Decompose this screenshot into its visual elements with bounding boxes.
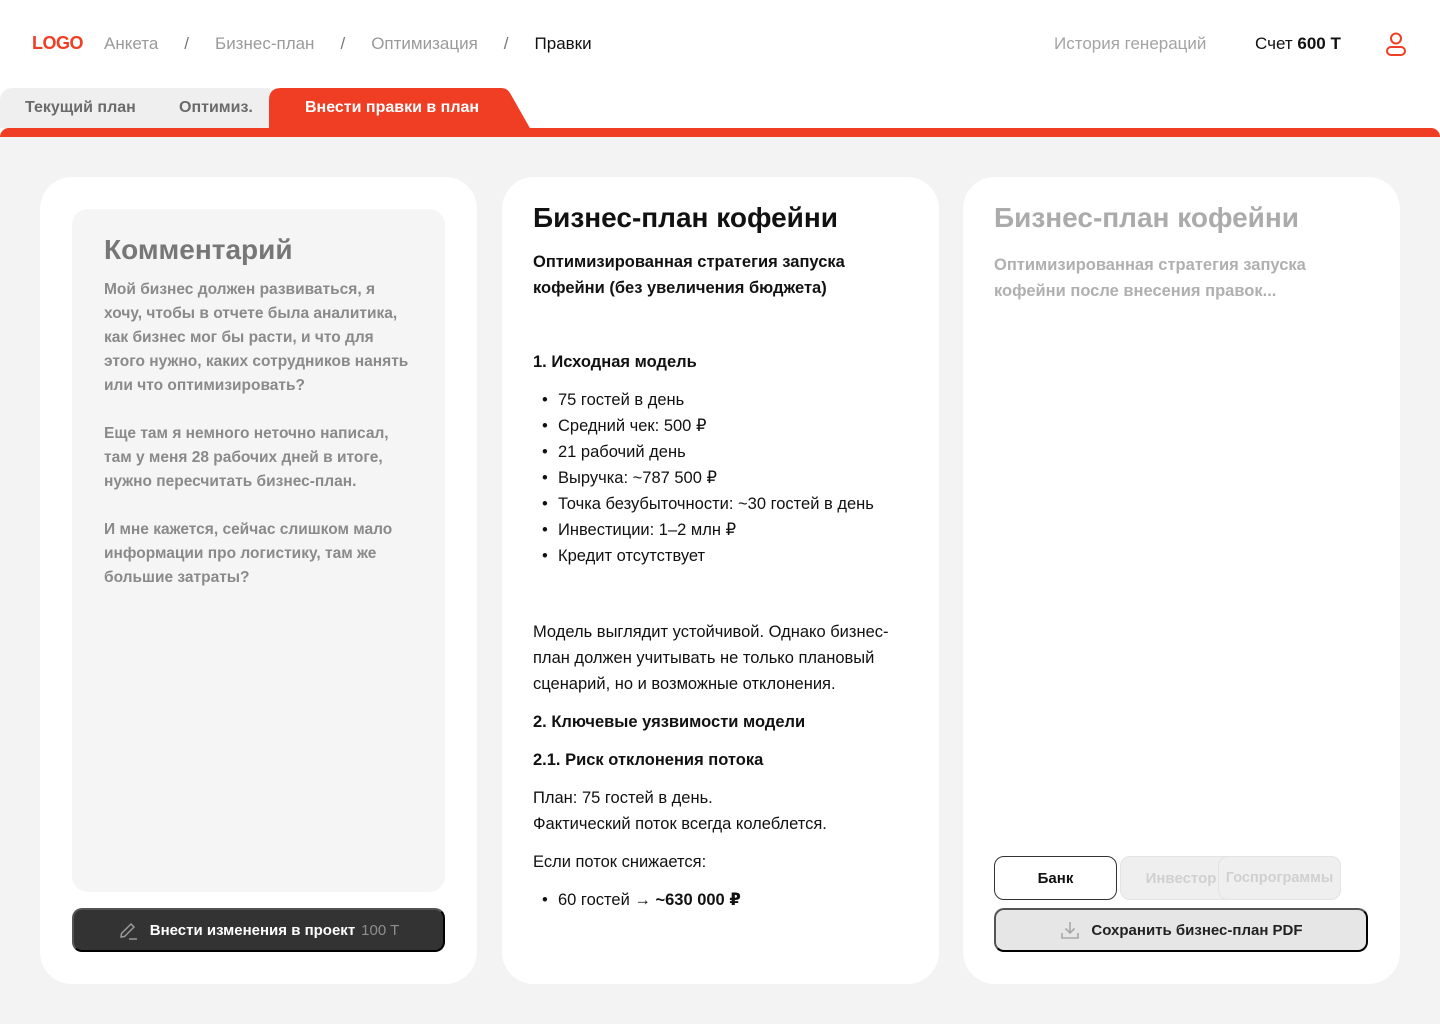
breadcrumb (104, 34, 592, 54)
plan-card (502, 177, 939, 984)
download-icon (1059, 919, 1081, 941)
list-item: • 21 рабочий день (533, 439, 923, 465)
revised-plan-subtitle: Оптимизированная стратегия запуска кофейни после внесения правок... (994, 256, 1306, 300)
comment-paragraph: Еще там я немного неточно написал, там у меня 28 рабочих дней в итоге, нужно пересчитать бизнес-план. (104, 425, 389, 490)
tab-optimization[interactable]: Оптимиз. (179, 99, 253, 116)
comment-paragraph: И мне кажется, сейчас слишком мало информации про логистику, там же большие затраты? (104, 521, 393, 586)
plan-line: План: 75 гостей в день. (533, 789, 713, 807)
list-item (533, 887, 923, 913)
account-balance[interactable] (1255, 34, 1341, 54)
account-label: Счет (1255, 34, 1293, 53)
plan-subtitle: Оптимизированная стратегия запуска кофейни (без увеличения бюджета) (533, 253, 845, 297)
top-bar (0, 0, 1440, 88)
model-list (533, 387, 923, 569)
comment-card (40, 177, 477, 984)
pencil-icon (118, 920, 138, 940)
revised-plan-title: Бизнес-план кофейни (994, 202, 1300, 233)
if-line: Если поток снижается: (533, 853, 707, 871)
section-title: 1. Исходная модель (533, 353, 697, 371)
audience-bank-button[interactable]: Банк (994, 856, 1117, 900)
history-link[interactable]: История генераций (1054, 34, 1207, 53)
drop-item-prefix: 60 гостей → (558, 891, 656, 909)
comment-title: Комментарий (104, 234, 293, 265)
save-pdf-button[interactable] (994, 908, 1368, 952)
list-item: • Точка безубыточности: ~30 гостей в день (533, 491, 923, 517)
list-item: • Инвестиции: 1–2 млн ₽ (533, 517, 923, 543)
drop-list (533, 887, 923, 913)
plan-title: Бизнес-план кофейни (533, 202, 839, 233)
subsection-title: 2.1. Риск отклонения потока (533, 751, 764, 769)
audience-investor-button[interactable]: Инвестор (1120, 856, 1242, 900)
account-value: 600 T (1297, 34, 1341, 53)
breadcrumb-separator: / (340, 34, 346, 53)
plan-body (533, 349, 923, 913)
apply-changes-price: 100 T (361, 921, 400, 939)
breadcrumb-item-business-plan[interactable]: Бизнес-план (215, 34, 315, 53)
audience-gov-button[interactable]: Госпрограммы (1218, 856, 1341, 900)
comment-paragraph: Мой бизнес должен развиваться, я хочу, чтобы в отчете была аналитика, как бизнес мог бы расти, и что для этого нужно, каких сотрудников нанять или что оптимизировать? (104, 281, 409, 394)
section-title: 2. Ключевые уязвимости модели (533, 713, 806, 731)
apply-changes-label: Внести изменения в проект (149, 921, 356, 939)
drop-item-value: ~630 000 ₽ (655, 891, 741, 909)
save-pdf-label: Сохранить бизнес-план PDF (1091, 921, 1303, 939)
breadcrumb-separator: / (503, 34, 509, 53)
tab-current-plan[interactable]: Текущий план (25, 99, 136, 116)
breadcrumb-item-edits: Правки (534, 34, 592, 53)
comment-box[interactable] (72, 209, 445, 892)
logo[interactable]: LOGO (32, 33, 83, 53)
list-item: • Средний чек: 500 ₽ (533, 413, 923, 439)
breadcrumb-separator: / (184, 34, 190, 53)
breadcrumb-item-anketa[interactable]: Анкета (104, 34, 159, 53)
user-icon[interactable] (1384, 31, 1408, 57)
breadcrumb-item-optimization[interactable]: Оптимизация (371, 34, 478, 53)
revised-plan-card (963, 177, 1400, 984)
list-item: • 75 гостей в день (533, 387, 923, 413)
tabs-underline (0, 128, 1440, 137)
plan-summary: Модель выглядит устойчивой. Однако бизнес-план должен учитывать не только плановый сценарий, но и возможные отклонения. (533, 623, 889, 693)
tab-edit-plan[interactable]: Внести правки в план (305, 99, 480, 116)
apply-changes-button[interactable] (72, 908, 445, 952)
list-item: • Кредит отсутствует (533, 543, 923, 569)
fact-line: Фактический поток всегда колеблется. (533, 815, 827, 833)
list-item: • Выручка: ~787 500 ₽ (533, 465, 923, 491)
